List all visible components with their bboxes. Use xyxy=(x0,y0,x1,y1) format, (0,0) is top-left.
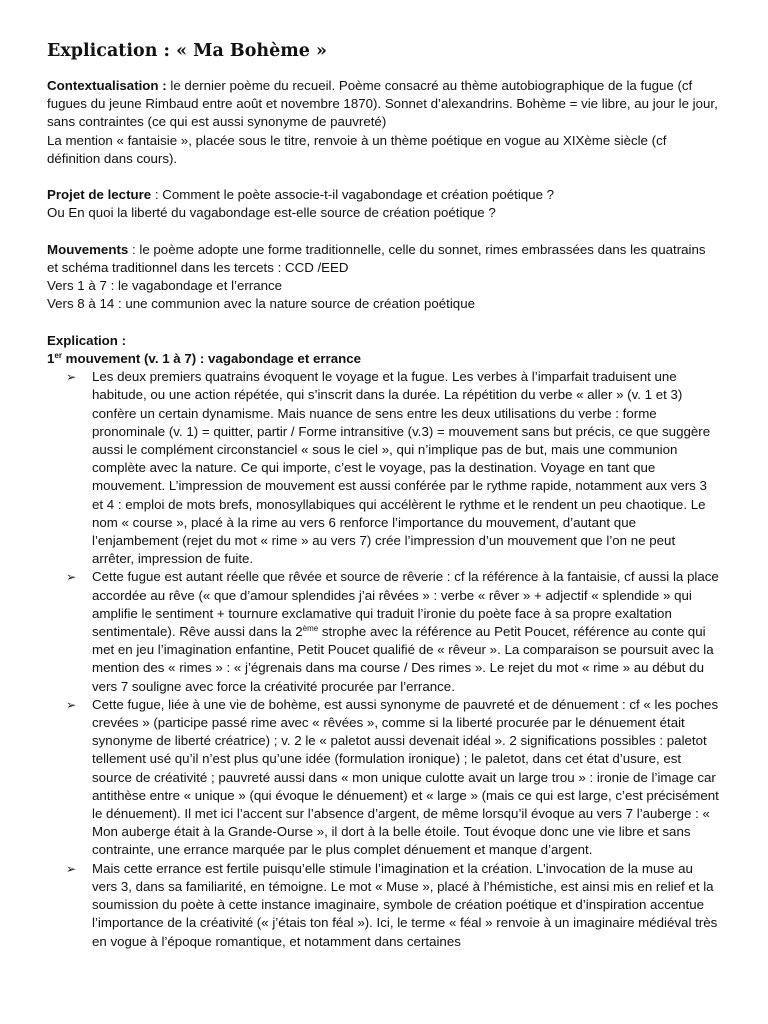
projet-text: : Comment le poète associe-t-il vagabondage et création poétique ? xyxy=(151,187,555,203)
arrow-bullet-icon: ➢ xyxy=(66,370,77,385)
bullet-text: Cette fugue est autant réelle que rêvée et source de rêverie : cf la référence à la fantaisie, cf aussi la place accordée au rêve (« que d’amour splendides j’ai rêvées » : verbe « rêver » + adjectif « splendide » qui amplifie le sentiment + tournure exclamative qui traduit l’ironie du poète face à sa propre exaltation sentimentale). Rêve aussi dans la 2 xyxy=(92,569,719,640)
movement-number-suffix: er xyxy=(54,351,62,360)
ordinal-suffix: ème xyxy=(302,624,319,634)
fantaisie-paragraph: La mention « fantaisie », placée sous le titre, renvoie à un thème poétique en vogue au XIXème siècle (cf définition dans cours). xyxy=(47,132,667,166)
arrow-bullet-icon: ➢ xyxy=(66,570,77,585)
mouvements-paragraph xyxy=(47,241,719,277)
bullet-text: Les deux premiers quatrains évoquent le voyage et la fugue. Les verbes à l’imparfait traduisent une habitude, ou une action répétée, qui s’inscrit dans la durée. La répétition du verbe « aller » (v. 1 et 3) confère un certain dynamisme. Mais nuance de sens entre les deux utilisations du verbe : forme pronominale (v. 1) = quitter, partir / Forme intransitive (v.3) = mouvement sans but précis, ce que suggère aussi le complément circonstanciel « sous le ciel », qui n’implique pas de but, mais une communion complète avec la nature. Ce qui importe, c’est le voyage, pas la destination. Voyage en tant que mouvement. L’impression de mouvement est aussi conférée par le rythme rapide, notamment aux vers 3 et 4 : emploi de mots brefs, monosyllabiques qui accélèrent le rythme et le rendent un peu chaotique. Le nom « course », placé à la rime au vers 6 renforce l’importance du mouvement, d’autant que l’enjambement (rejet du mot « rime » au vers 7) crée l’impression d’un mouvement que l’on ne peut arrêter, impression de fuite. xyxy=(92,369,711,567)
contextualisation-label: Contextualisation : xyxy=(47,78,167,93)
movement-heading xyxy=(47,350,719,368)
mouvement-line-1: Vers 1 à 7 : le vagabondage et l’errance xyxy=(47,278,283,294)
contextualisation-section xyxy=(47,77,719,168)
mouvements-label: Mouvements xyxy=(47,241,129,257)
list-item xyxy=(47,368,719,568)
arrow-bullet-icon: ➢ xyxy=(66,861,77,876)
projet-paragraph xyxy=(47,186,719,204)
explication-section xyxy=(47,332,719,951)
movement-title: mouvement (v. 1 à 7) : vagabondage et errance xyxy=(61,351,361,366)
list-item xyxy=(47,568,719,695)
mouvements-text: : le poème adopte une forme traditionnelle, celle du sonnet, rimes embrassées dans les quatrains et schéma traditionnel dans les tercets : CCD /EED xyxy=(47,241,706,275)
movement-number: 1 xyxy=(47,351,55,366)
arrow-bullet-icon: ➢ xyxy=(66,697,77,712)
bullet-text: Cette fugue, liée à une vie de bohème, est aussi synonyme de pauvreté et de dénuement : cf « les poches crevées » (participe passé rime avec « rêvées », comme si la liberté procurée par le dénuement était synonyme de liberté créatrice) ; v. 2 le « paletot aussi devenait idéal ». 2 significations possibles : paletot tellement usé qu’il n’est plus qu’une idée (formulation ironique) ; le paletot, dans cet état d’usure, est source de créativité ; pauvreté aussi dans « mon unique culotte avait un large trou » : ironie de l’image car antithèse entre « unique » (qui évoque le dénuement) et « large » (mais ce qui est large, c’est précisément le dénuement). Il met ici l’accent sur l’absence d’argent, de même lorsqu’il évoque au vers 7 l’auberge : « Mon auberge était à la Grande-Ourse », il dort à la belle étoile. Tout évoque donc une vie libre et sans contrainte, une errance marquée par le plus complet dénuement et manque d’argent. xyxy=(92,696,719,858)
list-item xyxy=(47,860,719,951)
page-title: Explication : « Ma Bohème » xyxy=(47,41,327,61)
mouvements-section xyxy=(47,241,719,314)
projet-section xyxy=(47,186,719,222)
contextualisation-paragraph xyxy=(47,77,719,132)
bullet-text: Mais cette errance est fertile puisqu’elle stimule l’imagination et la création. L’invocation de la muse au vers 3, dans sa familiarité, en témoigne. Le mot « Muse », placé à l’hémistiche, est ainsi mis en relief et la soumission du poète à cette instance imaginaire, symbole de création poétique et d’inspiration accentue l’importance de la créativité (« j’étais ton féal »). Ici, le terme « féal » renvoie à un imaginaire médiéval très en vogue à l’époque romantique, et notamment dans certaines xyxy=(92,860,718,949)
mouvement-line-2: Vers 8 à 14 : une communion avec la nature source de création poétique xyxy=(47,296,475,312)
bullet-list xyxy=(47,368,719,951)
bullet-text-continued: strophe avec la référence au Petit Poucet, référence au conte qui met en jeu l’imagination enfantine, Petit Poucet qualifié de « rêveur ». La comparaison se poursuit avec la mention des « rimes » : « j’égrenais dans ma course / Des rimes ». Le rejet du mot « rime » au début du vers 7 souligne avec force la créativité procurée par l’errance. xyxy=(92,624,714,694)
contextualisation-text: le dernier poème du recueil. Poème consacré au thème autobiographique de la fugue (cf fugues du jeune Rimbaud entre août et novembre 1870). Sonnet d’alexandrins. Bohème = vie libre, au jour le jour, sans contraintes (ce qui est aussi synonyme de pauvreté) xyxy=(47,78,718,130)
projet-alt-paragraph: Ou En quoi la liberté du vagabondage est-elle source de création poétique ? xyxy=(47,205,496,221)
list-item xyxy=(47,696,719,860)
projet-label: Projet de lecture xyxy=(47,187,152,203)
document-page xyxy=(47,40,719,951)
explication-label: Explication : xyxy=(47,332,127,348)
